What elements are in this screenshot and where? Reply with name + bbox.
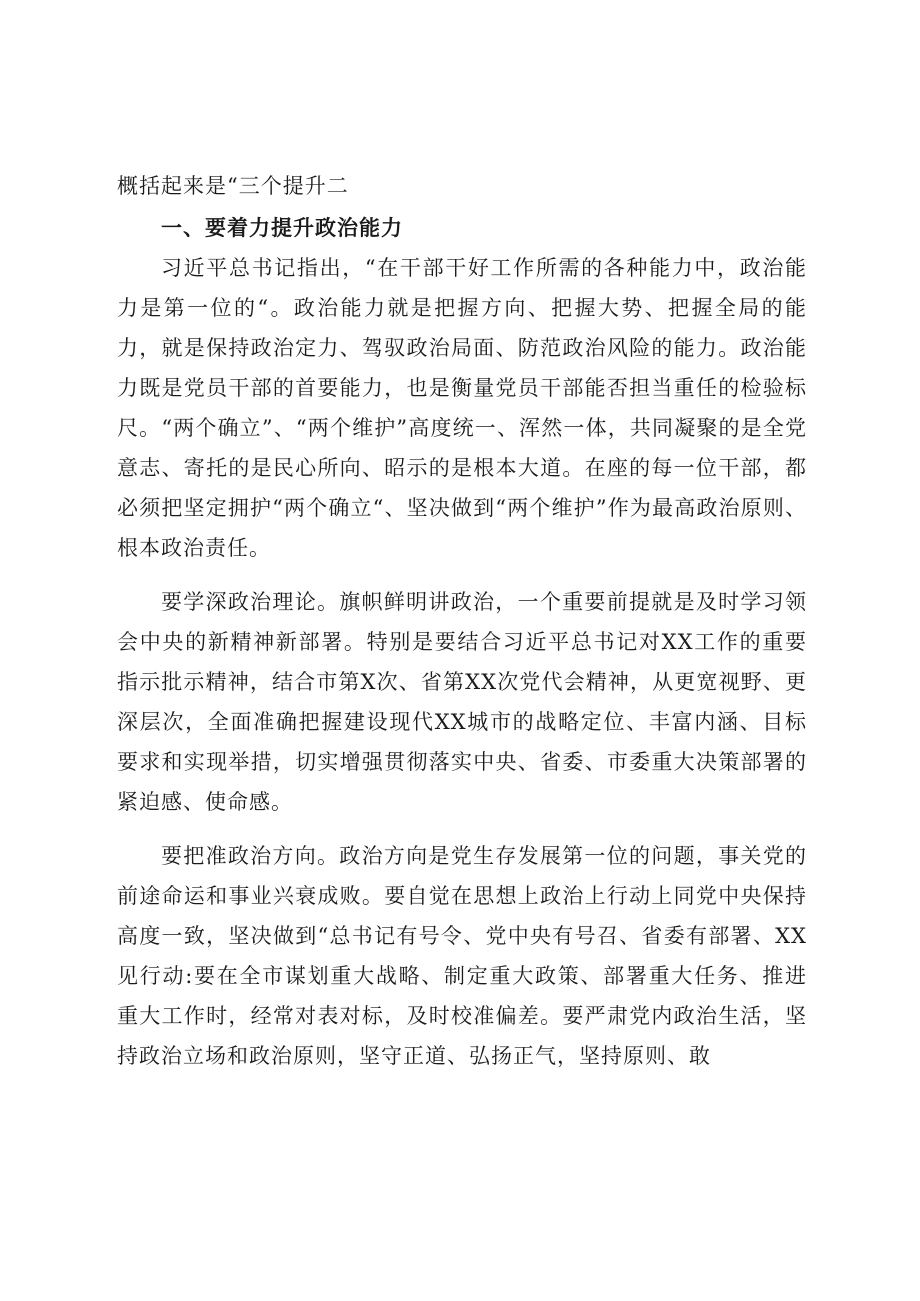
document-body [117,166,807,1076]
intro-line: 概括起来是“三个提升二 [117,174,349,198]
paragraph-political-ability: 习近平总书记指出，“在干部干好工作所需的各种能力中，政治能力是第一位的“。政治能力就是把握方向、把握大势、把握全局的能力，就是保持政治定力、驾驭政治局面、防范政治风险的能力。政治能力既是党员干部的首要能力，也是衡量党员干部能否担当重任的检验标尺。“两个确立”、“两个维护”高度统一、浑然一体，共同凝聚的是全党意志、寄托的是民心所向、昭示的是根本大道。在座的每一位干部，都必须把坚定拥护“两个确立“、坚决做到“两个维护”作为最高政治原则、根本政治责任。 [117,256,807,560]
section-heading: 一、要着力提升政治能力 [161,216,403,240]
paragraph-study-theory: 要学深政治理论。旗帜鲜明讲政治，一个重要前提就是及时学习领会中央的新精神新部署。特别是要结合习近平总书记对XX工作的重要指示批示精神，结合市第X次、省第XX次党代会精神，从更宽视野、更深层次，全面准确把握建设现代XX城市的战略定位、丰富内涵、目标要求和实现举措，切实增强贯彻落实中央、省委、市委重大决策部署的紧迫感、使命感。 [117,590,807,814]
paragraph-political-direction: 要把准政治方向。政治方向是党生存发展第一位的问题，事关党的前途命运和事业兴衰成败。要自觉在思想上政治上行动上同党中央保持高度一致，坚决做到“总书记有号令、党中央有号召、省委有部署、XX见行动:要在全市谋划重大战略、制定重大政策、部署重大任务、推进重大工作时，经常对表对标，及时校准偏差。要严肃党内政治生活，坚持政治立场和政治原则，坚守正道、弘扬正气，坚持原则、敢 [117,844,807,1068]
